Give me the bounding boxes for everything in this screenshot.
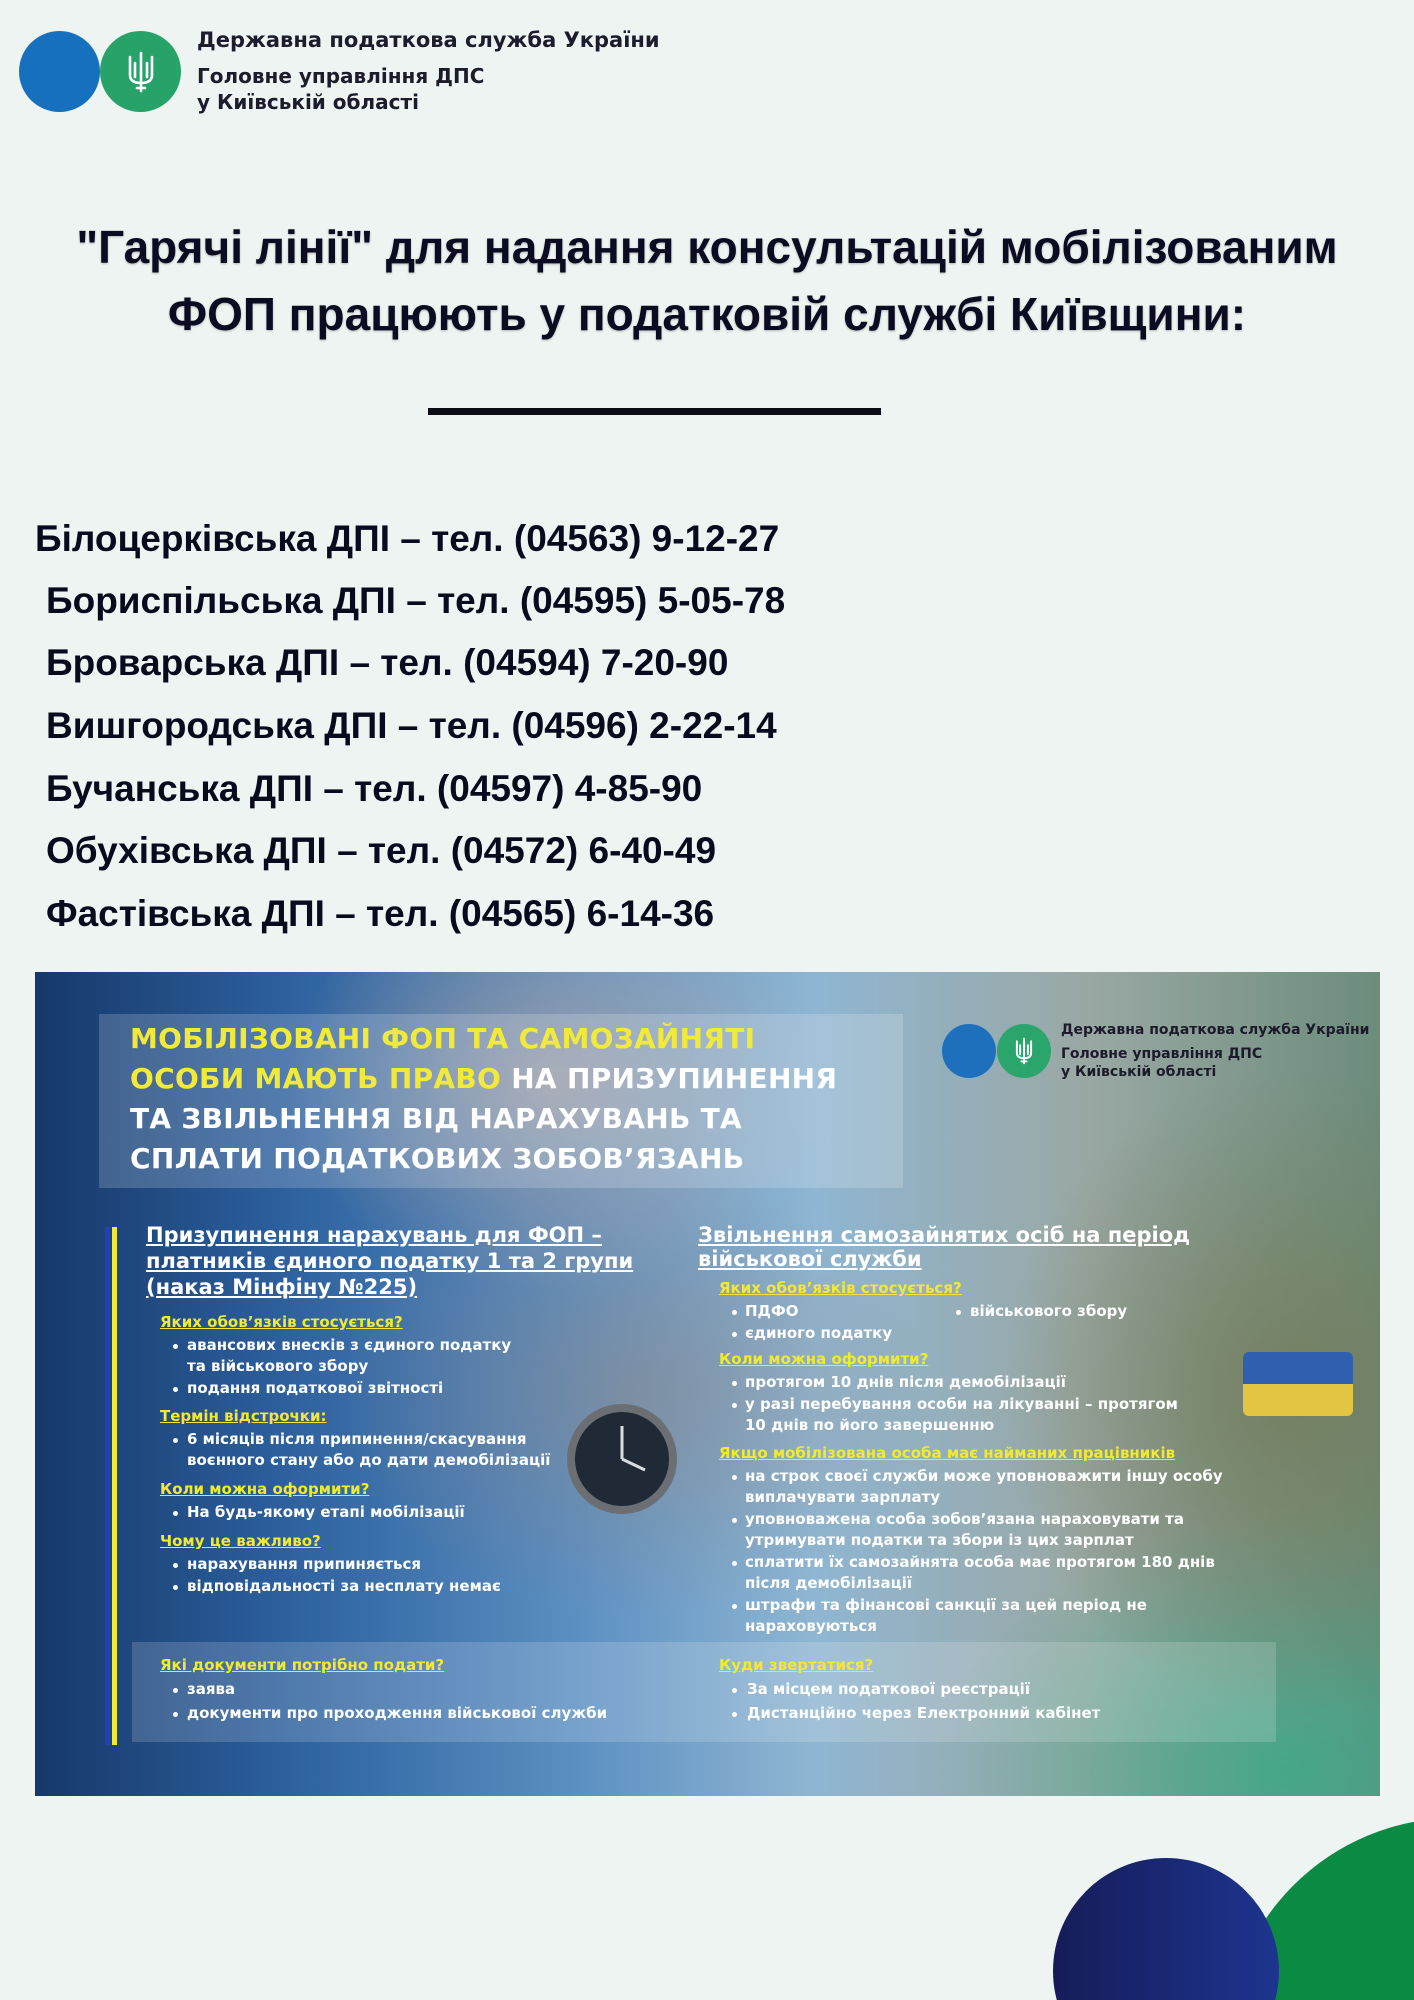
right-q3-item-4a: штрафи та фінансові санкції за цей період не [745,1596,1147,1614]
right-q3-item-2b: утримувати податки та збори із цих зарплат [745,1531,1134,1549]
phone-brovarska: Броварська ДПІ – тел. (04594) 7-20-90 [46,642,729,683]
left-section-title-2: платників єдиного податку 1 та 2 групи [146,1249,634,1273]
infographic-headline-4: СПЛАТИ ПОДАТКОВИХ ЗОБОВ’ЯЗАНЬ [130,1142,745,1175]
left-q2-item-1b: воєнного стану або до дати демобілізації [187,1451,551,1469]
department-line-2: у Київській області [197,90,419,114]
right-q3-item-2a: уповноважена особа зобов’язана нараховувати та [745,1510,1184,1528]
left-q5-item-1: заява [187,1680,236,1698]
infographic-org-line-2: Головне управління ДПС [1061,1046,1263,1062]
infographic-org-line-3: у Київській області [1061,1064,1217,1080]
bullet [732,1332,737,1337]
infographic-logo-blue [942,1024,996,1078]
bullet [732,1475,737,1480]
right-q1-item-3: військового збору [970,1302,1128,1320]
infographic-headline-2: ОСОБИ МАЮТЬ ПРАВО НА ПРИЗУПИНЕННЯ [130,1062,838,1095]
left-q1-item-2: подання податкової звітності [187,1379,444,1397]
phone-vyshhorodska: Вишгородська ДПІ – тел. (04596) 2-22-14 [46,705,777,746]
right-section-title-2: військової служби [698,1247,922,1271]
bullet [173,1712,178,1717]
bullet [173,1344,178,1349]
bullet [173,1511,178,1516]
bullet [173,1688,178,1693]
left-q1-item-1b: та військового збору [187,1357,369,1375]
infographic-headline-3: ТА ЗВІЛЬНЕННЯ ВІД НАРАХУВАНЬ ТА [130,1102,743,1135]
bullet [173,1438,178,1443]
left-q-deferral: Термін відстрочки: [160,1407,327,1425]
left-q4-item-2: відповідальності за несплату немає [187,1577,501,1595]
phone-buchanska: Бучанська ДПІ – тел. (04597) 4-85-90 [46,768,703,809]
phone-bilotserkivska: Білоцерківська ДПІ – тел. (04563) 9-12-27 [35,518,780,559]
bullet [732,1518,737,1523]
phone-obukhivska: Обухівська ДПІ – тел. (04572) 6-40-49 [46,830,717,871]
left-q2-item-1a: 6 місяців після припинення/скасування [187,1430,527,1448]
infographic-org-line-1: Державна податкова служба України [1061,1022,1370,1038]
watch-icon [563,1400,681,1518]
right-q-where: Куди звертатися? [719,1656,874,1674]
right-q3-item-4b: нараховуються [745,1617,877,1635]
left-q5-item-2: документи про проходження військової служби [187,1704,608,1722]
right-q-obligations: Яких обов’язків стосується? [719,1279,962,1297]
right-q1-item-2: єдиного податку [745,1324,893,1342]
left-q1-item-1a: авансових внесків з єдиного податку [187,1336,512,1354]
left-section-title-3: (наказ Мінфіну №225) [146,1275,418,1299]
right-q3-item-3a: сплатити їх самозайнята особа має протягом 180 днів [745,1553,1215,1571]
bullet [732,1688,737,1693]
right-q3-item-1a: на строк своєї служби може уповноважити іншу особу [745,1467,1223,1485]
right-section-title-1: Звільнення самозайнятих осіб на період [698,1223,1191,1247]
org-name: Державна податкова служба України [197,28,660,52]
right-q4-item-2: Дистанційно через Електронний кабінет [747,1704,1101,1722]
department-line-1: Головне управління ДПС [197,64,485,88]
phone-fastivska: Фастівська ДПІ – тел. (04565) 6-14-36 [46,893,715,934]
right-q4-item-1: За місцем податкової реєстрації [747,1680,1030,1698]
left-q-when: Коли можна оформити? [160,1480,370,1498]
logo-green-circle [100,31,181,112]
bullet [732,1310,737,1315]
bullet [956,1310,961,1315]
right-q3-item-1b: виплачувати зарплату [745,1488,941,1506]
bullet [732,1712,737,1717]
infographic-logo-green [997,1024,1051,1078]
bullet [173,1585,178,1590]
right-q-when: Коли можна оформити? [719,1350,929,1368]
corner-circle-navy [1053,1858,1279,2000]
bullet [732,1604,737,1609]
left-q-obligations: Яких обов’язків стосується? [160,1313,403,1331]
left-section-title-1: Призупинення нарахувань для ФОП – [146,1223,602,1247]
bullet [173,1563,178,1568]
bullet [732,1381,737,1386]
right-q1-item-1: ПДФО [745,1302,799,1320]
left-q-why: Чому це важливо? [160,1532,321,1550]
page-title-line-2: ФОП працюють у податковій службі Київщини: [167,288,1247,340]
right-q3-item-3b: після демобілізації [745,1574,913,1592]
accent-bar-yellow [112,1227,117,1745]
bullet [173,1387,178,1392]
right-q2-item-2b: 10 днів по його завершенню [745,1416,995,1434]
infographic-headline-1: МОБІЛІЗОВАНІ ФОП ТА САМОЗАЙНЯТІ [130,1022,756,1055]
bullet [732,1403,737,1408]
logo-blue-circle [19,31,100,112]
title-divider [428,408,881,415]
left-q-documents: Які документи потрібно подати? [160,1656,445,1674]
left-q3-item-1: На будь-якому етапі мобілізації [187,1503,465,1521]
left-q4-item-1: нарахування припиняється [187,1555,422,1573]
bullet [732,1561,737,1566]
accent-bar-blue [105,1227,110,1745]
right-q-employees: Якщо мобілізована особа має найманих працівників [719,1444,1176,1462]
right-q2-item-2a: у разі перебування особи на лікуванні – протягом [745,1395,1178,1413]
right-q2-item-1: протягом 10 днів після демобілізації [745,1373,1066,1391]
trident-icon [1013,1037,1035,1065]
ukraine-flag-patch [1243,1352,1353,1416]
infographic [35,972,1380,1796]
trident-icon [124,51,158,93]
page-title-line-1: "Гарячі лінії" для надання консультацій мобілізованим [76,221,1338,273]
phone-boryspilska: Бориспільська ДПІ – тел. (04595) 5-05-78 [46,580,786,621]
